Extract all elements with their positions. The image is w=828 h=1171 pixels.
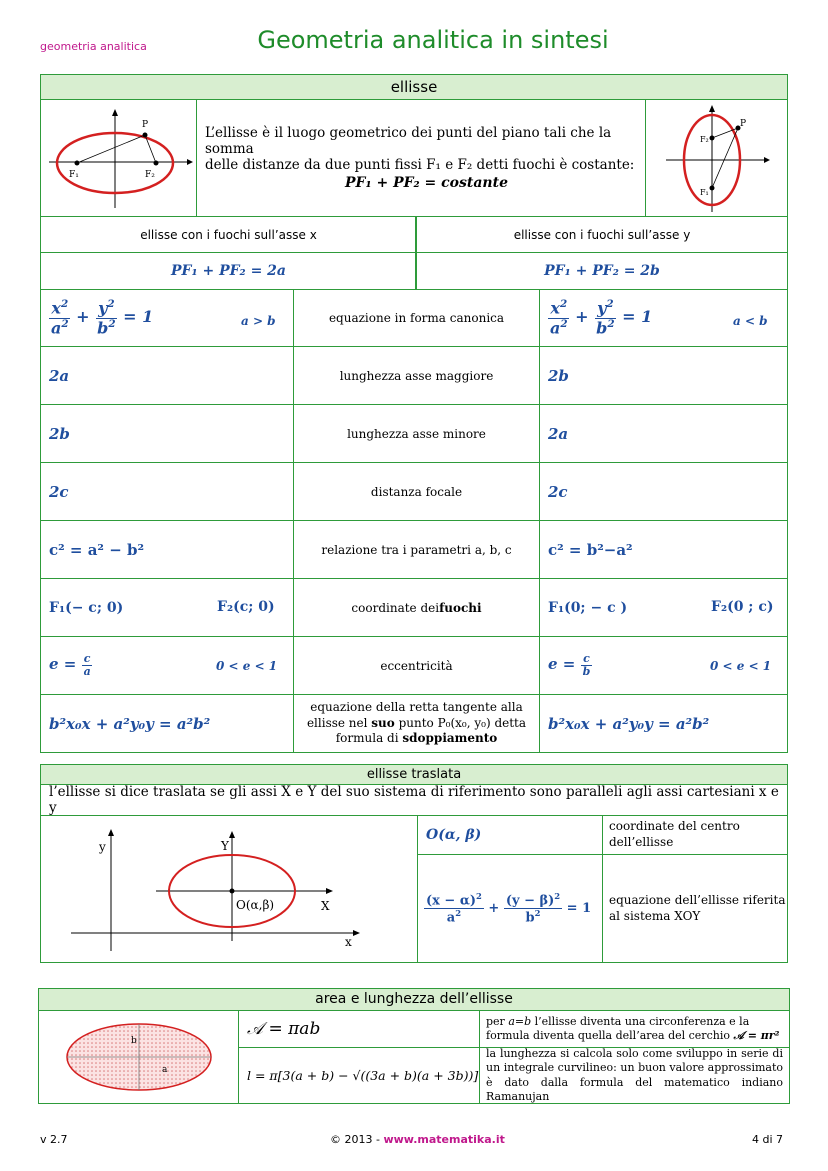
area-fig-b: b	[130, 1036, 137, 1046]
area-fig-a: a	[161, 1065, 167, 1075]
sum-x-formula: PF₁ + PF₂ = 2a	[171, 263, 286, 279]
footer-page: 4 di 7	[752, 1133, 784, 1146]
label-f1: F₁	[69, 170, 79, 180]
definition-formula: PF₁ + PF₂ = costante	[345, 175, 508, 191]
tangent-left: b²x₀x + a²y₀y = a²b²	[49, 714, 211, 733]
foci-left-f1: F₁(− c; 0)	[49, 599, 124, 616]
tangent-label-3b: sdoppiamento	[402, 731, 498, 746]
length-note: la lunghezza si calcola solo come sviluppo in serie di un integrale curvilineo: un buon valore approssimato è dato dalla formula del matematico indiano Ramanujan	[486, 1046, 783, 1103]
minor-label: lunghezza asse minore	[347, 426, 486, 441]
translated-center-formula: O(α, β)	[426, 827, 482, 843]
translated-center-label: coordinate del centro dell’ellisse	[609, 819, 740, 849]
row-minor-right	[539, 404, 788, 463]
row-tangent-label	[293, 694, 540, 753]
minor-right: 2a	[548, 424, 569, 443]
col-y-title	[416, 216, 788, 253]
canonical-right-formula: $\frac{x^2}{a^2}$ + $\frac{y^2}{b^2}$ = 1	[550, 298, 653, 337]
translated-eq-formula-cell	[417, 854, 603, 963]
translated-eq-label-cell	[602, 854, 788, 963]
tangent-label-3a: formula di	[335, 731, 403, 746]
row-ecc-right	[539, 636, 788, 695]
row-foci-right	[539, 578, 788, 637]
row-major-left	[40, 346, 294, 405]
sum-x-cell	[40, 252, 417, 290]
ellipse-x-figure	[41, 100, 196, 216]
major-label: lunghezza asse maggiore	[339, 368, 494, 383]
foci-left-f2: F₂(c; 0)	[217, 599, 275, 615]
label-p-right: P	[740, 119, 747, 129]
definition-cell	[196, 99, 646, 217]
ecc-right-formula: e = $\frac{c}{b}$	[548, 652, 591, 678]
row-focal-label	[293, 462, 540, 521]
sum-y-formula: PF₁ + PF₂ = 2b	[544, 263, 660, 279]
footer-copyright-text: © 2013 -	[330, 1133, 384, 1146]
canonical-left-formula: $\frac{x^2}{a^2}$ + $\frac{y^2}{b^2}$ = 1	[51, 298, 154, 337]
fig-label-Y: Y	[221, 839, 229, 853]
translated-eq-formula: $\frac{(x - \alpha)^2}{a^2}$ + $\frac{(y - \beta)^2}{b^2}$ = 1	[426, 891, 592, 926]
area-formula-cell	[238, 1010, 480, 1048]
canonical-label: equazione in forma canonica	[328, 311, 505, 325]
foci-label-a: coordinate dei	[351, 600, 440, 615]
major-left: 2a	[49, 366, 70, 385]
translated-ellipse-figure	[41, 816, 417, 962]
area-band-title: area e lunghezza dell’ellisse	[315, 991, 513, 1007]
row-major-right	[539, 346, 788, 405]
tangent-right: b²x₀x + a²y₀y = a²b²	[548, 714, 710, 733]
col-x-title	[40, 216, 417, 253]
area-fig-cell	[38, 1010, 239, 1104]
foci-right-f1: F₁(0; − c )	[548, 599, 628, 616]
foci-label-b: fuochi	[439, 600, 482, 615]
definition-line-1: L’ellisse è il luogo geometrico dei punti del piano tali che la somma	[205, 125, 612, 157]
row-canonical-left	[40, 289, 294, 347]
fig-left-cell	[40, 99, 197, 217]
ellipse-band-title: ellisse	[390, 78, 438, 96]
row-foci-left	[40, 578, 294, 637]
area-formula: 𝒜 = πab	[247, 1019, 321, 1039]
area-band	[38, 988, 790, 1011]
area-note-formula: 𝒜 = πr²	[733, 1029, 780, 1042]
length-note-cell	[479, 1047, 790, 1104]
ellipse-band	[40, 74, 788, 100]
fig-label-center: O(α,β)	[236, 898, 275, 912]
area-note-cell	[479, 1010, 790, 1048]
translated-band	[40, 764, 788, 785]
translated-fig-cell	[40, 815, 418, 963]
tangent-label-2a: ellisse nel	[306, 715, 372, 730]
focal-left: 2c	[49, 482, 69, 501]
fig-label-X: X	[321, 899, 330, 913]
row-relation-right	[539, 520, 788, 579]
row-foci-label	[293, 578, 540, 637]
row-tangent-left	[40, 694, 294, 753]
tangent-label-2c: punto P₀(x₀, y₀) detta	[394, 715, 527, 730]
relation-right: c² = b²−a²	[548, 540, 633, 559]
relation-left: c² = a² − b²	[49, 540, 145, 559]
length-formula: l = π[3(a + b) − √((3a + b)(a + 3b))]	[247, 1068, 479, 1083]
ecc-label: eccentricità	[380, 658, 453, 673]
area-note-2: l’ellisse diventa una circonferenza e la formula diventa quella dell’area del cerchio	[486, 1014, 750, 1042]
major-right: 2b	[548, 366, 569, 385]
area-note-eq: a=b	[508, 1014, 532, 1028]
row-focal-left	[40, 462, 294, 521]
tangent-label-1: equazione della retta tangente alla	[310, 700, 523, 715]
row-ecc-left	[40, 636, 294, 695]
footer-version: v 2.7	[40, 1133, 68, 1146]
translated-center-formula-cell	[417, 815, 603, 855]
tangent-label-2b: suo	[371, 715, 395, 730]
footer-site-link[interactable]: www.matematika.it	[383, 1133, 505, 1146]
definition-line-2: delle distanze da due punti fissi F₁ e F₂ detti fuochi è costante:	[205, 157, 635, 173]
translated-intro: l’ellisse si dice traslata se gli assi X e Y del suo sistema di riferimento sono paralleli agli assi cartesiani x e y	[49, 784, 779, 816]
row-focal-right	[539, 462, 788, 521]
row-major-label	[293, 346, 540, 405]
row-ecc-label	[293, 636, 540, 695]
page-title: Geometria analitica in sintesi	[257, 26, 609, 54]
fig-label-x: x	[345, 935, 352, 949]
label-f2: F₂	[145, 170, 155, 180]
row-minor-left	[40, 404, 294, 463]
canonical-right-note: a < b	[733, 314, 768, 328]
row-canonical-label	[293, 289, 540, 347]
label-f1-right: F₁	[700, 188, 709, 197]
relation-label: relazione tra i parametri a, b, c	[321, 542, 512, 557]
length-formula-cell	[238, 1047, 480, 1104]
row-tangent-right	[539, 694, 788, 753]
row-canonical-right	[539, 289, 788, 347]
ecc-right-note: 0 < e < 1	[710, 659, 772, 673]
minor-left: 2b	[49, 424, 70, 443]
row-minor-label	[293, 404, 540, 463]
translated-band-title: ellisse traslata	[366, 767, 462, 782]
translated-intro-cell	[40, 784, 788, 816]
header-topic: geometria analitica	[40, 40, 147, 53]
focal-label: distanza focale	[370, 484, 463, 499]
row-relation-label	[293, 520, 540, 579]
ecc-left-formula: e = $\frac{c}{a}$	[49, 652, 91, 678]
label-f2-right: F₂	[700, 135, 709, 144]
footer-copyright	[330, 1133, 505, 1146]
translated-eq-label: equazione dell’ellisse riferita al sistema XOY	[609, 892, 786, 923]
fig-label-y: y	[99, 840, 106, 854]
translated-center-label-cell	[602, 815, 788, 855]
col-y-title-text: ellisse con i fuochi sull’asse y	[513, 227, 691, 242]
fig-right-cell	[645, 99, 788, 217]
sum-y-cell	[416, 252, 788, 290]
label-p: P	[142, 120, 149, 130]
area-ellipse-figure	[54, 1017, 224, 1097]
canonical-left-note: a > b	[241, 314, 276, 328]
focal-right: 2c	[548, 482, 568, 501]
foci-right-f2: F₂(0 ; c)	[711, 599, 774, 615]
ellipse-y-figure	[646, 100, 787, 216]
col-x-title-text: ellisse con i fuochi sull’asse x	[140, 227, 317, 242]
area-note-1: per	[486, 1014, 509, 1028]
ecc-left-note: 0 < e < 1	[216, 659, 278, 673]
row-relation-left	[40, 520, 294, 579]
